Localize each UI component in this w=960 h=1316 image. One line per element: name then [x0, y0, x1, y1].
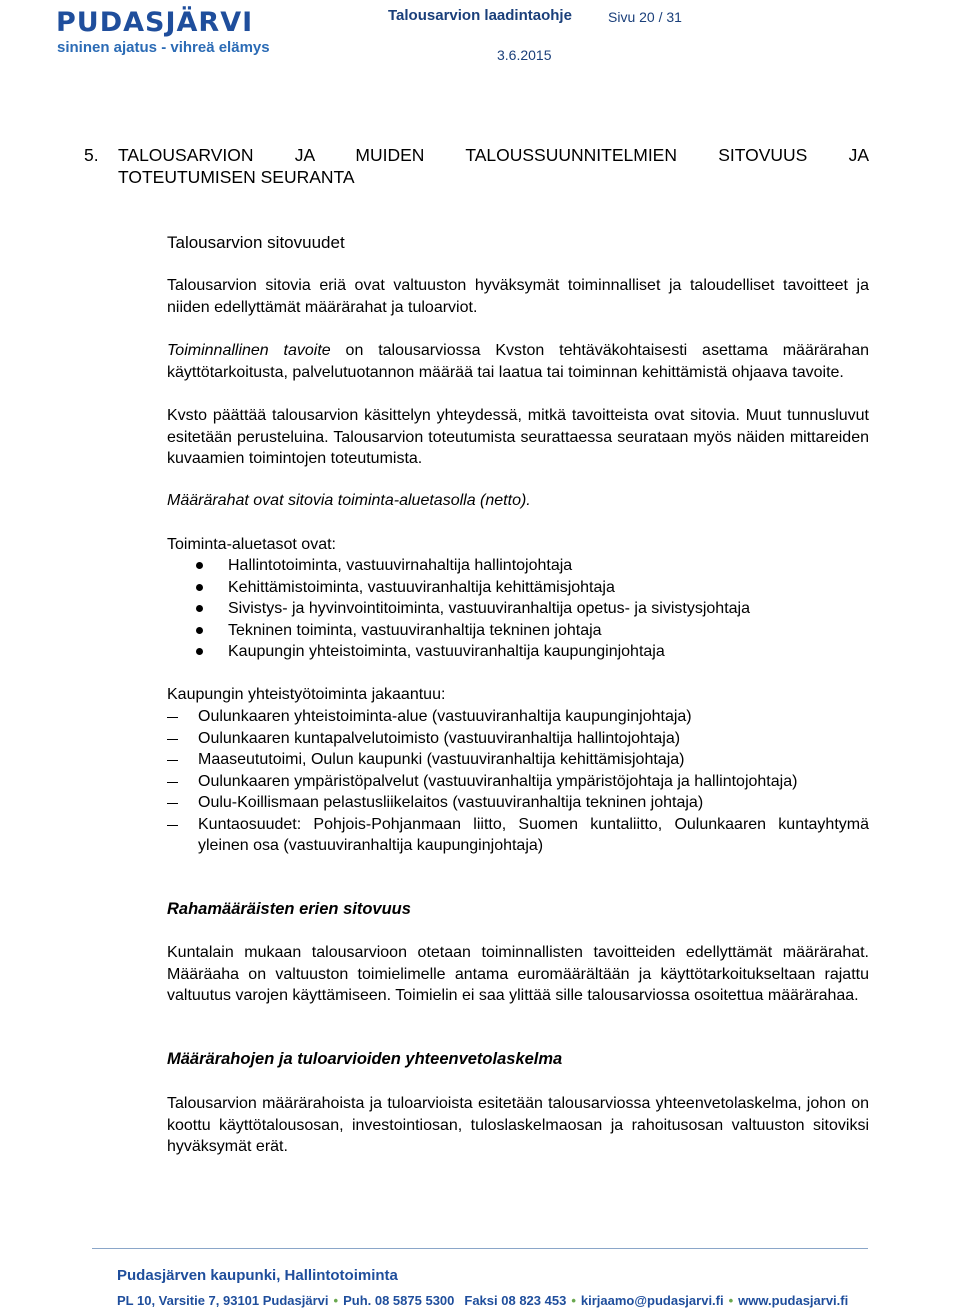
document-date: 3.6.2015	[497, 47, 552, 63]
section-title-line-2: TOTEUTUMISEN SEURANTA	[118, 167, 355, 187]
list-item: Kaupungin yhteistoiminta, vastuuviranhaltija kaupunginjohtaja	[167, 641, 869, 663]
definition-text: on talousarviossa Kvston tehtäväkohtaisesti asettama määrärahan käyttötarkoitusta, palvelutuotannon määrää tai laatua tai toiminnan kehittämistä ohjaava tavoite.	[167, 342, 870, 381]
list-item: Oulu-Koillismaan pelastusliikelaitos (vastuuviranhaltija tekninen johtaja)	[167, 792, 869, 814]
logo-tagline: sininen ajatus - vihreä elämys	[57, 39, 270, 56]
footer-organization: Pudasjärven kaupunki, Hallintotoiminta	[117, 1267, 398, 1284]
paragraph-toiminnallinen-tavoite	[167, 340, 869, 383]
footer-email[interactable]: kirjaamo@pudasjarvi.fi	[580, 1293, 724, 1308]
term-toiminnallinen-tavoite: Toiminnallinen tavoite	[167, 342, 331, 359]
heading-yhteenvetolaskelma: Määrärahojen ja tuloarvioiden yhteenvetolaskelma	[167, 1050, 563, 1068]
list-item: Sivistys- ja hyvinvointitoiminta, vastuuviranhaltija opetus- ja sivistysjohtaja	[167, 598, 869, 620]
list-item: Oulunkaaren ympäristöpalvelut (vastuuviranhaltija ympäristöjohtaja ja hallintojohtaja)	[167, 771, 869, 793]
list-intro-toiminta-alueet: Toiminta-aluetasot ovat:	[167, 536, 336, 553]
paragraph-sitovat-erat: Talousarvion sitovia eriä ovat valtuuston hyväksymät toiminnalliset ja taloudelliset tavoitteet ja niiden edellyttämät määrärahat ja tuloarviot.	[167, 277, 869, 316]
bullet-dot-icon: •	[571, 1293, 576, 1308]
document-title: Talousarvion laadintaohje	[388, 7, 572, 24]
list-intro-yhteistyotoiminta: Kaupungin yhteistyötoiminta jakaantuu:	[167, 686, 446, 703]
list-item: Kehittämistoiminta, vastuuviranhaltija kehittämisjohtaja	[167, 577, 869, 599]
logo-wordmark: PUDASJÄRVI	[56, 7, 254, 38]
bullet-dot-icon: •	[333, 1293, 339, 1308]
list-item: Oulunkaaren kuntapalvelutoimisto (vastuuviranhaltija hallintojohtaja)	[167, 728, 869, 750]
paragraph-kvsto: Kvsto päättää talousarvion käsittelyn yhteydessä, mitkä tavoitteista ovat sitovia. Muut tunnusluvut esitetään perusteluina. Talousarvion toteutumista seurattaessa seurataan myös näiden mittareiden kuvaamien toimintojen toteutumista.	[167, 407, 869, 467]
bullet-dot-icon: •	[728, 1293, 734, 1308]
subheading-sitovuudet: Talousarvion sitovuudet	[167, 233, 345, 252]
footer-fax: Faksi 08 823 453	[464, 1293, 567, 1308]
footer-address: PL 10, Varsitie 7, 93101 Pudasjärvi	[117, 1293, 329, 1308]
list-item: Oulunkaaren yhteistoiminta-alue (vastuuviranhaltija kaupunginjohtaja)	[167, 706, 869, 728]
footer-contact-line	[117, 1292, 877, 1310]
list-item: Maaseututoimi, Oulun kaupunki (vastuuviranhaltija kehittämisjohtaja)	[167, 749, 869, 771]
paragraph-maararahat-sitovia: Määrärahat ovat sitovia toiminta-aluetasolla (netto).	[167, 492, 531, 509]
heading-rahamaaraiset-erat: Rahamääräisten erien sitovuus	[167, 900, 411, 918]
section-number: 5.	[84, 145, 99, 165]
pudasjarvi-logo	[56, 8, 296, 58]
page-number: Sivu 20 / 31	[608, 9, 682, 25]
footer-divider	[92, 1248, 868, 1249]
paragraph-yhteenvetolaskelma: Talousarvion määrärahoista ja tuloarvioista esitetään talousarviossa yhteenvetolaskelma, johon on koottu käyttötalousosan, investointiosan, tuloslaskelmaosan ja rahoitusosan valtuuston sitoviksi hyväksymät erät.	[167, 1095, 869, 1155]
dash-list-yhteistyotoiminta	[167, 706, 869, 857]
list-item: Hallintotoiminta, vastuuvirnahaltija hallintojohtaja	[167, 555, 869, 577]
list-item: Tekninen toiminta, vastuuviranhaltija tekninen johtaja	[167, 620, 869, 642]
footer-website[interactable]: www.pudasjarvi.fi	[738, 1293, 849, 1308]
paragraph-kuntalaki: Kuntalain mukaan talousarvioon otetaan toiminnallisten tavoitteiden edellyttämät määrärahat. Määräaha on valtuuston toimielimelle antama euromäärältään ja käyttötarkoitukseltaan rajattu valtuutus varojen käyttämiseen. Toimielin ei saa ylittää sille talousarviossa osoitettua määrärahaa.	[167, 944, 869, 1004]
list-item: Kuntaosuudet: Pohjois-Pohjanmaan liitto, Suomen kuntaliitto, Oulunkaaren kuntayhtymä yleinen osa (vastuuviranhaltija kaupunginjohtaja)	[167, 814, 869, 857]
footer-phone: Puh. 08 5875 5300	[343, 1293, 455, 1308]
bullet-list-toiminta-alueet	[167, 555, 869, 663]
section-title-line-1: TALOUSARVION JA MUIDEN TALOUSSUUNNITELMIEN SITOVUUS JA	[118, 145, 869, 165]
